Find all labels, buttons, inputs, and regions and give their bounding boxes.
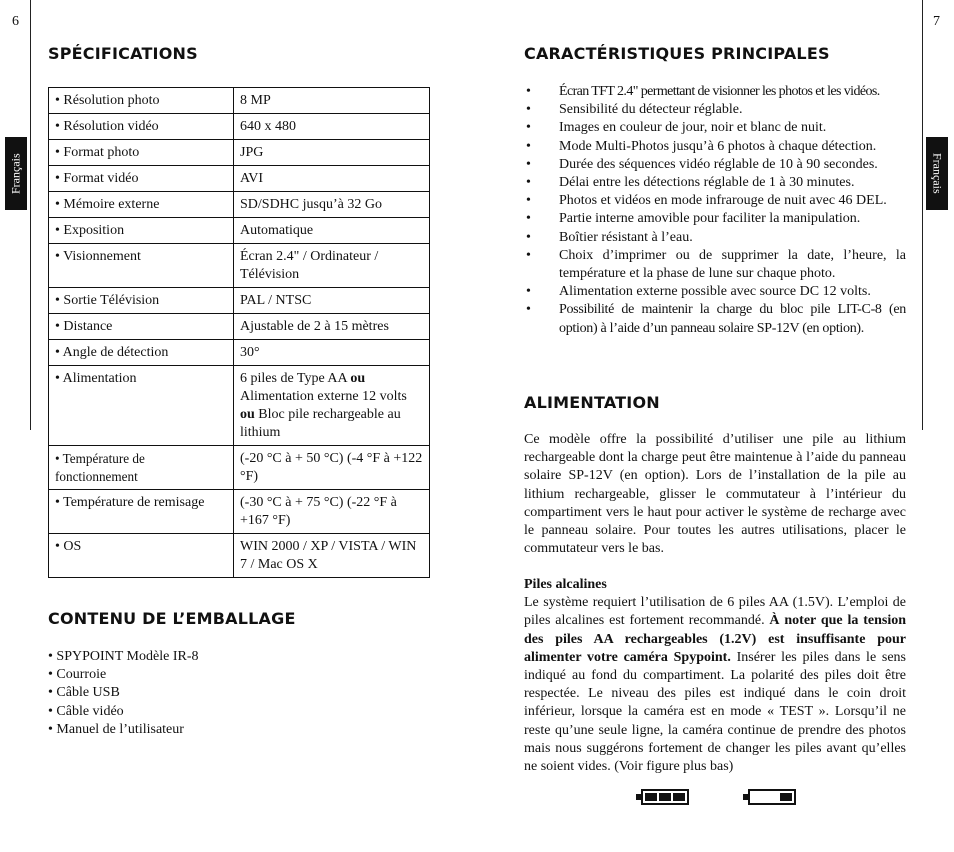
feature-item: • Alimentation externe possible avec source DC 12 volts. bbox=[524, 283, 906, 301]
package-item: • Manuel de l’utilisateur bbox=[48, 721, 184, 737]
spec-row bbox=[49, 218, 430, 244]
feature-item: • Durée des séquences vidéo réglable de 10 à 90 secondes. bbox=[524, 156, 906, 174]
feature-item: • Images en couleur de jour, noir et blanc de nuit. bbox=[524, 119, 906, 137]
left-margin-line bbox=[30, 0, 31, 430]
spec-value-emphasis: ou bbox=[350, 371, 366, 386]
spec-value: 30° bbox=[234, 340, 430, 366]
spec-value: WIN 2000 / XP / VISTA / WIN 7 / Mac OS X bbox=[234, 534, 430, 578]
package-contents-list bbox=[48, 648, 198, 739]
spec-row bbox=[49, 114, 430, 140]
spec-row bbox=[49, 340, 430, 366]
battery-bar bbox=[780, 793, 792, 801]
spec-value-part: 6 piles de Type AA bbox=[240, 371, 351, 386]
spec-row bbox=[49, 446, 430, 490]
spec-value: SD/SDHC jusqu’à 32 Go bbox=[234, 192, 430, 218]
left-language-tab: Français bbox=[5, 137, 27, 210]
alkaline-warning: À noter que la tension des piles AA rechargeables (1.2V) est insuffisante pour alimenter votre caméra Spypoint. bbox=[524, 613, 906, 665]
feature-item: • Écran TFT 2.4" permettant de visionner les photos et les vidéos. bbox=[524, 83, 906, 101]
feature-item: • Possibilité de maintenir la charge du bloc pile LIT-C-8 (en option) à l’aide d’un panneau solaire SP-12V (en option). bbox=[524, 301, 906, 337]
spec-row bbox=[49, 288, 430, 314]
spec-label: • Format vidéo bbox=[49, 166, 234, 192]
package-contents-heading: CONTENU DE L’EMBALLAGE bbox=[48, 609, 296, 628]
spec-value-part: Bloc pile rechargeable au lithium bbox=[240, 407, 401, 440]
package-item: • SPYPOINT Modèle IR-8 bbox=[48, 649, 199, 664]
spec-label: • Visionnement bbox=[49, 244, 234, 288]
spec-value-part: Alimentation externe 12 volts bbox=[240, 389, 407, 404]
specs-heading: SPÉCIFICATIONS bbox=[48, 44, 198, 63]
spec-row bbox=[49, 140, 430, 166]
spec-row bbox=[49, 366, 430, 446]
spec-value: PAL / NTSC bbox=[234, 288, 430, 314]
spec-label: • Mémoire externe bbox=[49, 192, 234, 218]
alkaline-text-2: Insérer les piles dans le sens indiqué au fond du compartiment. La polarité des piles doit être respectée. Le niveau des piles est indiqué dans le coin droit inférieur, lorsque la caméra est en mode « TEST ». Lorsqu’il ne reste qu’une seule ligne, la caméra continue de prendre des photos mais nous suggérons fortement de changer les piles avant qu’elles ne soient vides. (Voir figure plus bas) bbox=[524, 649, 907, 775]
spec-value: (-20 °C à + 50 °C) (-4 °F à +122 °F) bbox=[234, 446, 430, 490]
spec-value: Écran 2.4" / Ordinateur / Télévision bbox=[234, 244, 430, 288]
feature-item: • Délai entre les détections réglable de 1 à 30 minutes. bbox=[524, 174, 906, 192]
spec-value: AVI bbox=[234, 166, 430, 192]
feature-item: • Boîtier résistant à l’eau. bbox=[524, 229, 906, 247]
spec-row bbox=[49, 490, 430, 534]
power-paragraph: Ce modèle offre la possibilité d’utiliser une pile au lithium rechargeable dont la charge peut être maintenue à l’aide du panneau solaire SP-12V (en option). Lors de l’installation de la pile au lithium rechargeable, glisser le commutateur à l’intérieur du compartiment vers le haut pour activer le système de recharge avec le panneau solaire. Pour toutes les autres utilisations, placer le commutateur vers le bas. bbox=[524, 432, 906, 557]
alkaline-text-1: Le système requiert l’utilisation de 6 piles AA (1.5V). L’emploi de piles alcalines est fortement recommandé. bbox=[524, 595, 906, 629]
feature-item: • Choix d’imprimer ou de supprimer la date, l’heure, la température et la phase de lune sur chaque photo. bbox=[524, 247, 906, 283]
spec-label: • Angle de détection bbox=[49, 340, 234, 366]
spec-value bbox=[234, 366, 430, 446]
power-heading: ALIMENTATION bbox=[524, 393, 660, 412]
spec-value-emphasis: ou bbox=[240, 407, 255, 422]
right-language-tab: Français bbox=[926, 137, 948, 210]
spec-label: • Résolution photo bbox=[49, 88, 234, 114]
spec-label: • Format photo bbox=[49, 140, 234, 166]
feature-item: • Photos et vidéos en mode infrarouge de nuit avec 46 DEL. bbox=[524, 192, 906, 210]
spec-label: • Température de fonctionnement bbox=[49, 446, 234, 490]
spec-label: • Alimentation bbox=[49, 366, 234, 446]
alkaline-paragraph bbox=[524, 576, 906, 776]
alkaline-heading: Piles alcalines bbox=[524, 577, 607, 592]
feature-item: • Partie interne amovible pour faciliter la manipulation. bbox=[524, 210, 906, 228]
spec-value: Automatique bbox=[234, 218, 430, 244]
spec-value: 8 MP bbox=[234, 88, 430, 114]
spec-row bbox=[49, 192, 430, 218]
battery-bar bbox=[673, 793, 685, 801]
spec-value: (-30 °C à + 75 °C) (-22 °F à +167 °F) bbox=[234, 490, 430, 534]
feature-item: • Sensibilité du détecteur réglable. bbox=[524, 101, 906, 119]
battery-bar bbox=[659, 793, 671, 801]
spec-row bbox=[49, 314, 430, 340]
spec-row bbox=[49, 534, 430, 578]
battery-full-icon bbox=[641, 789, 689, 805]
features-list bbox=[524, 83, 906, 338]
spec-label: • OS bbox=[49, 534, 234, 578]
battery-bar bbox=[645, 793, 657, 801]
package-item: • Câble vidéo bbox=[48, 703, 124, 719]
spec-row bbox=[49, 166, 430, 192]
spec-label: • Distance bbox=[49, 314, 234, 340]
spec-value: Ajustable de 2 à 15 mètres bbox=[234, 314, 430, 340]
package-item: • Câble USB bbox=[48, 685, 120, 701]
specs-table bbox=[48, 87, 430, 578]
spec-label: • Température de remisage bbox=[49, 490, 234, 534]
spec-label: • Résolution vidéo bbox=[49, 114, 234, 140]
spec-label: • Sortie Télévision bbox=[49, 288, 234, 314]
spec-value: JPG bbox=[234, 140, 430, 166]
spec-row bbox=[49, 244, 430, 288]
features-heading: CARACTÉRISTIQUES PRINCIPALES bbox=[524, 44, 830, 63]
feature-item: • Mode Multi-Photos jusqu’à 6 photos à chaque détection. bbox=[524, 138, 906, 156]
right-page-number: 7 bbox=[933, 14, 940, 29]
spec-label: • Exposition bbox=[49, 218, 234, 244]
battery-low-icon bbox=[748, 789, 796, 805]
package-item: • Courroie bbox=[48, 667, 107, 683]
spec-value: 640 x 480 bbox=[234, 114, 430, 140]
right-margin-line bbox=[922, 0, 923, 430]
spec-row bbox=[49, 88, 430, 114]
left-page-number: 6 bbox=[12, 14, 19, 29]
